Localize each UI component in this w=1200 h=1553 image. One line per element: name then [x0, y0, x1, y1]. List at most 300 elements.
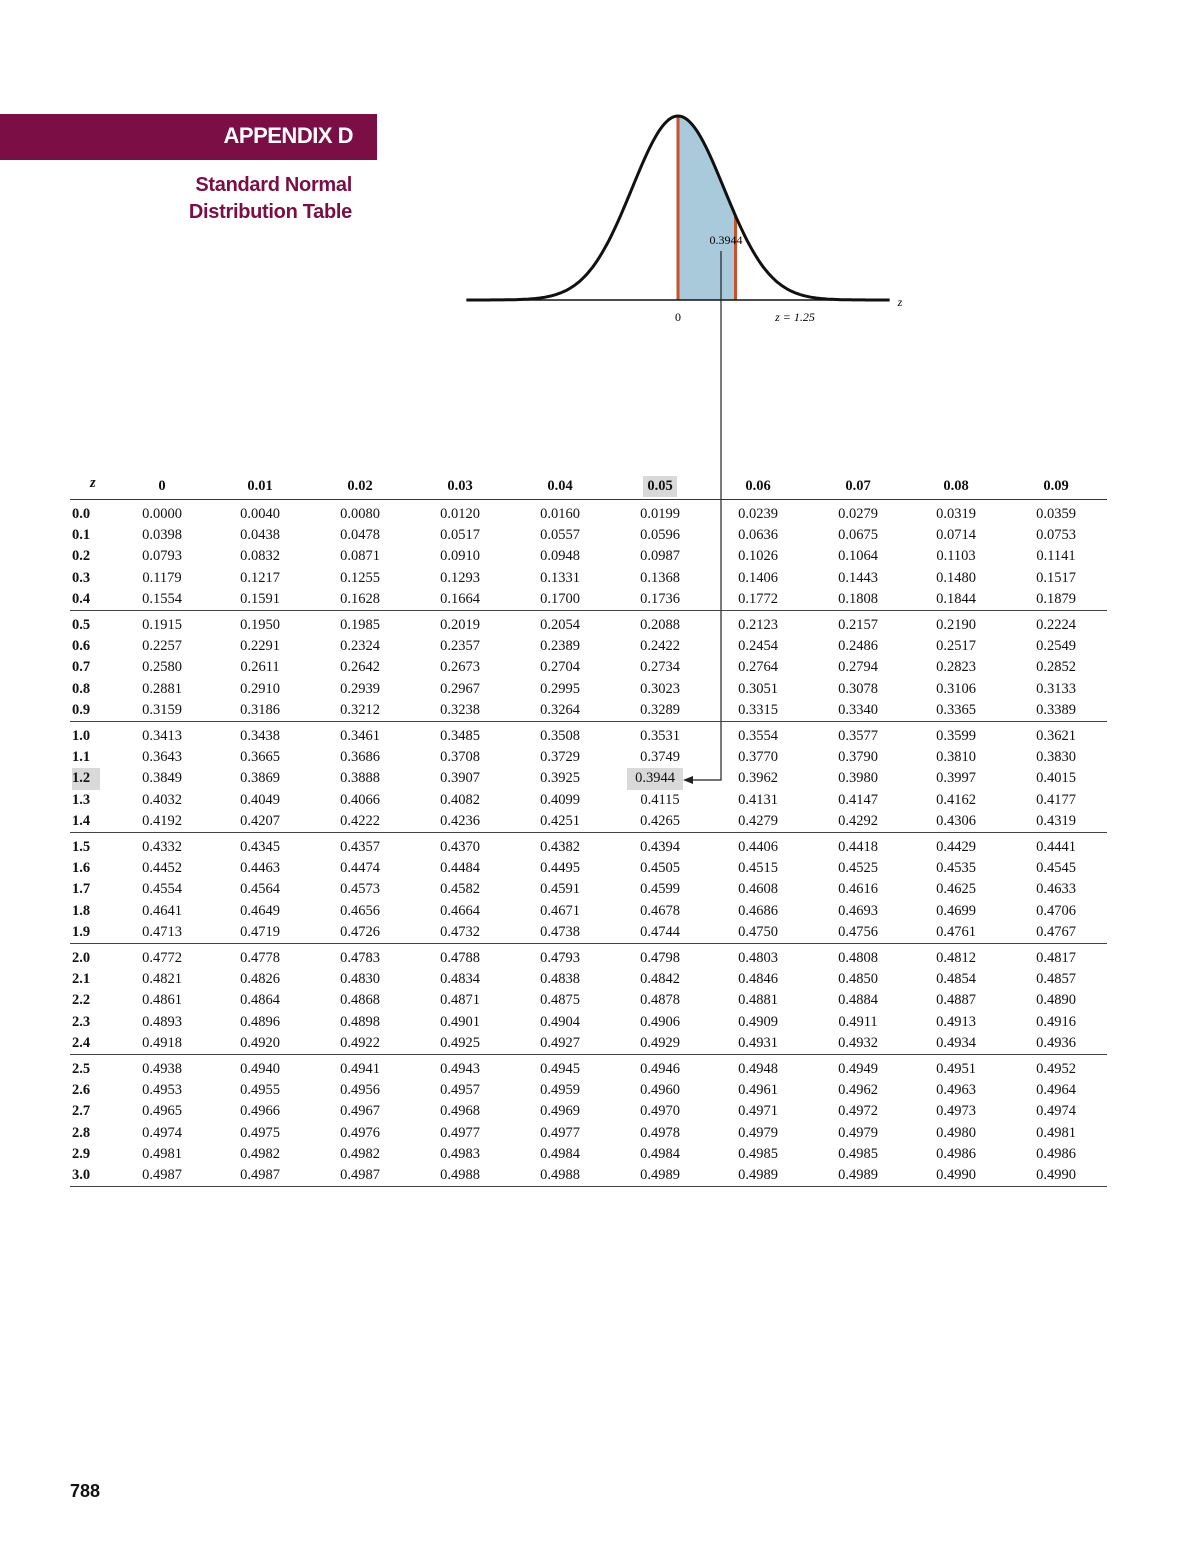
probability-cell: 0.4932 — [838, 1034, 878, 1051]
z-value-cell: 0.6 — [72, 638, 91, 655]
probability-cell: 0.4990 — [1036, 1166, 1076, 1183]
probability-cell: 0.4909 — [738, 1013, 778, 1030]
probability-cell: 0.4985 — [738, 1145, 778, 1162]
probability-cell: 0.0596 — [640, 527, 680, 544]
probability-cell: 0.2611 — [240, 659, 280, 676]
z-value-cell: 1.5 — [72, 839, 91, 855]
row-group — [70, 722, 1107, 833]
probability-cell: 0.0239 — [738, 506, 778, 522]
probability-cell: 0.4940 — [240, 1061, 280, 1077]
probability-cell: 0.4382 — [540, 839, 580, 855]
probability-cell: 0.4979 — [838, 1124, 878, 1141]
probability-cell: 0.4616 — [838, 881, 878, 898]
probability-cell: 0.3925 — [540, 770, 580, 787]
probability-cell: 0.0753 — [1036, 527, 1076, 544]
probability-cell: 0.3413 — [142, 728, 182, 744]
z-value-cell: 2.8 — [72, 1124, 91, 1141]
probability-cell: 0.4292 — [838, 812, 878, 829]
probability-cell: 0.3554 — [738, 728, 778, 744]
table-row — [70, 990, 1107, 1011]
probability-cell: 0.3944 — [627, 768, 683, 789]
probability-cell: 0.4982 — [240, 1145, 280, 1162]
probability-cell: 0.4881 — [738, 992, 778, 1009]
probability-cell: 0.1772 — [738, 590, 778, 607]
probability-cell: 0.4582 — [440, 881, 480, 898]
probability-cell: 0.0832 — [240, 548, 280, 565]
probability-cell: 0.4974 — [142, 1124, 182, 1141]
probability-cell: 0.1480 — [936, 569, 976, 586]
probability-cell: 0.2939 — [340, 680, 380, 697]
probability-cell: 0.4693 — [838, 902, 878, 919]
probability-cell: 0.4904 — [540, 1013, 580, 1030]
probability-cell: 0.1331 — [540, 569, 580, 586]
probability-cell: 0.4265 — [640, 812, 680, 829]
probability-cell: 0.3159 — [142, 701, 182, 718]
z-value-cell: 0.2 — [72, 548, 91, 565]
probability-cell: 0.4938 — [142, 1061, 182, 1077]
probability-cell: 0.2580 — [142, 659, 182, 676]
table-row — [70, 790, 1107, 811]
probability-cell: 0.4793 — [540, 950, 580, 966]
probability-cell: 0.1844 — [936, 590, 976, 607]
probability-cell: 0.3621 — [1036, 728, 1076, 744]
z-value-cell: 2.9 — [72, 1145, 91, 1162]
probability-cell: 0.4878 — [640, 992, 680, 1009]
probability-cell: 0.1064 — [838, 548, 878, 565]
probability-cell: 0.4927 — [540, 1034, 580, 1051]
probability-cell: 0.4808 — [838, 950, 878, 966]
probability-cell: 0.4913 — [936, 1013, 976, 1030]
probability-cell: 0.4973 — [936, 1103, 976, 1120]
probability-cell: 0.3264 — [540, 701, 580, 718]
probability-cell: 0.2852 — [1036, 659, 1076, 676]
table-row — [70, 747, 1107, 768]
probability-cell: 0.4987 — [340, 1166, 380, 1183]
table-row — [70, 589, 1107, 610]
probability-cell: 0.4394 — [640, 839, 680, 855]
probability-cell: 0.4967 — [340, 1103, 380, 1120]
probability-cell: 0.4945 — [540, 1061, 580, 1077]
probability-cell: 0.3051 — [738, 680, 778, 697]
probability-cell: 0.0557 — [540, 527, 580, 544]
probability-cell: 0.4955 — [240, 1082, 280, 1099]
probability-cell: 0.4920 — [240, 1034, 280, 1051]
probability-cell: 0.1443 — [838, 569, 878, 586]
probability-cell: 0.4761 — [936, 923, 976, 940]
probability-cell: 0.4162 — [936, 791, 976, 808]
probability-cell: 0.2088 — [640, 617, 680, 633]
probability-cell: 0.4345 — [240, 839, 280, 855]
probability-cell: 0.4573 — [340, 881, 380, 898]
probability-cell: 0.4495 — [540, 860, 580, 877]
table-row — [70, 969, 1107, 990]
z-value-cell: 1.7 — [72, 881, 91, 898]
probability-cell: 0.4192 — [142, 812, 182, 829]
probability-cell: 0.4861 — [142, 992, 182, 1009]
z-value-cell: 1.8 — [72, 902, 91, 919]
probability-cell: 0.2910 — [240, 680, 280, 697]
probability-cell: 0.1985 — [340, 617, 380, 633]
z-value-cell: 1.4 — [72, 812, 91, 829]
column-header: 0.05 — [643, 476, 677, 497]
probability-cell: 0.3729 — [540, 749, 580, 766]
probability-cell: 0.3212 — [340, 701, 380, 718]
probability-cell: 0.4525 — [838, 860, 878, 877]
probability-cell: 0.3849 — [142, 770, 182, 787]
probability-cell: 0.1141 — [1036, 548, 1076, 565]
probability-cell: 0.2967 — [440, 680, 480, 697]
probability-cell: 0.4608 — [738, 881, 778, 898]
probability-cell: 0.4207 — [240, 812, 280, 829]
table-header — [70, 473, 1107, 500]
probability-cell: 0.3830 — [1036, 749, 1076, 766]
probability-cell: 0.3289 — [640, 701, 680, 718]
z-value-cell: 2.2 — [72, 992, 91, 1009]
probability-cell: 0.4965 — [142, 1103, 182, 1120]
row-group — [70, 500, 1107, 611]
probability-cell: 0.3962 — [738, 770, 778, 787]
probability-cell: 0.3340 — [838, 701, 878, 718]
probability-cell: 0.3577 — [838, 728, 878, 744]
probability-cell: 0.4948 — [738, 1061, 778, 1077]
table-row — [70, 1080, 1107, 1101]
probability-cell: 0.4987 — [240, 1166, 280, 1183]
probability-cell: 0.4989 — [738, 1166, 778, 1183]
probability-cell: 0.4554 — [142, 881, 182, 898]
probability-cell: 0.4357 — [340, 839, 380, 855]
probability-cell: 0.4963 — [936, 1082, 976, 1099]
table-row — [70, 1012, 1107, 1033]
probability-cell: 0.4906 — [640, 1013, 680, 1030]
probability-cell: 0.4916 — [1036, 1013, 1076, 1030]
probability-cell: 0.4783 — [340, 950, 380, 966]
probability-cell: 0.4956 — [340, 1082, 380, 1099]
probability-cell: 0.4988 — [440, 1166, 480, 1183]
probability-cell: 0.4857 — [1036, 971, 1076, 988]
probability-cell: 0.2704 — [540, 659, 580, 676]
probability-cell: 0.1915 — [142, 617, 182, 633]
probability-cell: 0.4633 — [1036, 881, 1076, 898]
table-row — [70, 837, 1107, 858]
probability-cell: 0.3238 — [440, 701, 480, 718]
probability-cell: 0.4982 — [340, 1145, 380, 1162]
probability-cell: 0.4943 — [440, 1061, 480, 1077]
table-row — [70, 679, 1107, 700]
table-row — [70, 1101, 1107, 1122]
probability-cell: 0.4972 — [838, 1103, 878, 1120]
probability-cell: 0.4868 — [340, 992, 380, 1009]
probability-cell: 0.3686 — [340, 749, 380, 766]
probability-cell: 0.4830 — [340, 971, 380, 988]
probability-cell: 0.4535 — [936, 860, 976, 877]
probability-cell: 0.0793 — [142, 548, 182, 565]
probability-cell: 0.3643 — [142, 749, 182, 766]
probability-cell: 0.4989 — [640, 1166, 680, 1183]
probability-cell: 0.4484 — [440, 860, 480, 877]
column-header: 0.09 — [1043, 478, 1069, 494]
probability-cell: 0.4887 — [936, 992, 976, 1009]
probability-cell: 0.4131 — [738, 791, 778, 808]
probability-cell: 0.4969 — [540, 1103, 580, 1120]
z-value-cell: 3.0 — [72, 1166, 91, 1183]
probability-cell: 0.4319 — [1036, 812, 1076, 829]
z-value-cell: 0.5 — [72, 617, 91, 633]
row-group — [70, 833, 1107, 944]
probability-cell: 0.3980 — [838, 770, 878, 787]
probability-cell: 0.1368 — [640, 569, 680, 586]
probability-cell: 0.4599 — [640, 881, 680, 898]
probability-cell: 0.4934 — [936, 1034, 976, 1051]
probability-cell: 0.4750 — [738, 923, 778, 940]
z-value-label: z = 1.25 — [775, 310, 815, 324]
table-row — [70, 858, 1107, 879]
probability-cell: 0.3365 — [936, 701, 976, 718]
table-row — [70, 525, 1107, 546]
probability-cell: 0.1406 — [738, 569, 778, 586]
probability-cell: 0.4975 — [240, 1124, 280, 1141]
probability-cell: 0.0910 — [440, 548, 480, 565]
table-row — [70, 726, 1107, 747]
probability-cell: 0.2054 — [540, 617, 580, 633]
table-row — [70, 922, 1107, 943]
probability-cell: 0.3106 — [936, 680, 976, 697]
probability-cell: 0.2291 — [240, 638, 280, 655]
probability-cell: 0.2389 — [540, 638, 580, 655]
probability-cell: 0.0080 — [340, 506, 380, 522]
probability-cell: 0.1950 — [240, 617, 280, 633]
probability-cell: 0.4960 — [640, 1082, 680, 1099]
probability-cell: 0.4222 — [340, 812, 380, 829]
table-row — [70, 615, 1107, 636]
probability-cell: 0.0871 — [340, 548, 380, 565]
probability-cell: 0.2881 — [142, 680, 182, 697]
probability-cell: 0.4901 — [440, 1013, 480, 1030]
probability-cell: 0.4987 — [142, 1166, 182, 1183]
probability-cell: 0.4778 — [240, 950, 280, 966]
normal-distribution-table — [70, 473, 1107, 1187]
probability-cell: 0.4756 — [838, 923, 878, 940]
probability-cell: 0.4798 — [640, 950, 680, 966]
probability-cell: 0.4953 — [142, 1082, 182, 1099]
z-value-cell: 1.1 — [72, 749, 91, 766]
probability-cell: 0.4949 — [838, 1061, 878, 1077]
probability-cell: 0.4817 — [1036, 950, 1076, 966]
row-group — [70, 1055, 1107, 1187]
table-row — [70, 879, 1107, 900]
probability-cell: 0.4864 — [240, 992, 280, 1009]
probability-cell: 0.4977 — [440, 1124, 480, 1141]
z-value-cell: 0.4 — [72, 590, 91, 607]
probability-cell: 0.2019 — [440, 617, 480, 633]
probability-cell: 0.0675 — [838, 527, 878, 544]
probability-cell: 0.4986 — [1036, 1145, 1076, 1162]
column-header: 0.01 — [247, 478, 273, 494]
probability-cell: 0.2422 — [640, 638, 680, 655]
appendix-label: APPENDIX D — [223, 123, 353, 148]
probability-cell: 0.3133 — [1036, 680, 1076, 697]
probability-cell: 0.1736 — [640, 590, 680, 607]
probability-cell: 0.3531 — [640, 728, 680, 744]
table-body — [70, 500, 1107, 1187]
probability-cell: 0.4968 — [440, 1103, 480, 1120]
probability-cell: 0.4988 — [540, 1166, 580, 1183]
probability-cell: 0.4625 — [936, 881, 976, 898]
column-header: 0.04 — [547, 478, 573, 494]
probability-cell: 0.4474 — [340, 860, 380, 877]
probability-cell: 0.2157 — [838, 617, 878, 633]
probability-cell: 0.4066 — [340, 791, 380, 808]
table-row — [70, 568, 1107, 589]
probability-cell: 0.4911 — [838, 1013, 878, 1030]
probability-cell: 0.4441 — [1036, 839, 1076, 855]
probability-cell: 0.4418 — [838, 839, 878, 855]
probability-cell: 0.2190 — [936, 617, 976, 633]
probability-cell: 0.4370 — [440, 839, 480, 855]
probability-cell: 0.4719 — [240, 923, 280, 940]
probability-cell: 0.1293 — [440, 569, 480, 586]
table-row — [70, 1123, 1107, 1144]
probability-cell: 0.4236 — [440, 812, 480, 829]
probability-cell: 0.4898 — [340, 1013, 380, 1030]
probability-cell: 0.1179 — [142, 569, 182, 586]
z-value-cell: 0.7 — [72, 659, 91, 676]
probability-cell: 0.0160 — [540, 506, 580, 522]
probability-cell: 0.4893 — [142, 1013, 182, 1030]
column-header: 0.08 — [943, 478, 969, 494]
probability-cell: 0.1554 — [142, 590, 182, 607]
probability-cell: 0.3599 — [936, 728, 976, 744]
column-header: 0 — [158, 478, 166, 494]
z-axis-label: z — [897, 295, 903, 309]
column-header: 0.03 — [447, 478, 473, 494]
z-value-cell: 2.4 — [72, 1034, 91, 1051]
probability-cell: 0.1103 — [936, 548, 976, 565]
probability-cell: 0.4976 — [340, 1124, 380, 1141]
shaded-area — [678, 116, 736, 300]
probability-cell: 0.3485 — [440, 728, 480, 744]
z-value-cell: 0.3 — [72, 569, 91, 586]
probability-cell: 0.4918 — [142, 1034, 182, 1051]
probability-cell: 0.4875 — [540, 992, 580, 1009]
z-value-cell: 1.0 — [72, 728, 91, 744]
table-row — [70, 811, 1107, 832]
probability-cell: 0.1700 — [540, 590, 580, 607]
probability-cell: 0.2123 — [738, 617, 778, 633]
probability-cell: 0.1517 — [1036, 569, 1076, 586]
probability-cell: 0.4974 — [1036, 1103, 1076, 1120]
probability-cell: 0.4986 — [936, 1145, 976, 1162]
probability-cell: 0.2324 — [340, 638, 380, 655]
probability-cell: 0.4505 — [640, 860, 680, 877]
probability-cell: 0.4713 — [142, 923, 182, 940]
probability-cell: 0.2995 — [540, 680, 580, 697]
probability-cell: 0.0120 — [440, 506, 480, 522]
probability-cell: 0.4981 — [1036, 1124, 1076, 1141]
row-group — [70, 944, 1107, 1055]
probability-cell: 0.1808 — [838, 590, 878, 607]
probability-cell: 0.4984 — [540, 1145, 580, 1162]
probability-cell: 0.4941 — [340, 1061, 380, 1077]
probability-cell: 0.2257 — [142, 638, 182, 655]
table-row — [70, 768, 1107, 789]
probability-cell: 0.4936 — [1036, 1034, 1076, 1051]
probability-cell: 0.2673 — [440, 659, 480, 676]
probability-cell: 0.3665 — [240, 749, 280, 766]
probability-cell: 0.4896 — [240, 1013, 280, 1030]
probability-cell: 0.4952 — [1036, 1061, 1076, 1077]
table-row — [70, 1059, 1107, 1080]
z-value-cell: 1.6 — [72, 860, 91, 877]
probability-cell: 0.1879 — [1036, 590, 1076, 607]
zero-label: 0 — [675, 310, 681, 324]
table-row — [70, 901, 1107, 922]
probability-cell: 0.4983 — [440, 1145, 480, 1162]
probability-cell: 0.4649 — [240, 902, 280, 919]
probability-cell: 0.2823 — [936, 659, 976, 676]
probability-cell: 0.2734 — [640, 659, 680, 676]
probability-cell: 0.4821 — [142, 971, 182, 988]
probability-cell: 0.4726 — [340, 923, 380, 940]
probability-cell: 0.3508 — [540, 728, 580, 744]
probability-cell: 0.4838 — [540, 971, 580, 988]
probability-cell: 0.1026 — [738, 548, 778, 565]
probability-cell: 0.0398 — [142, 527, 182, 544]
probability-cell: 0.1255 — [340, 569, 380, 586]
probability-cell: 0.4981 — [142, 1145, 182, 1162]
area-label: 0.3944 — [709, 233, 743, 247]
probability-cell: 0.4812 — [936, 950, 976, 966]
column-header: 0.06 — [745, 478, 771, 494]
probability-cell: 0.2224 — [1036, 617, 1076, 633]
probability-cell: 0.4147 — [838, 791, 878, 808]
probability-cell: 0.4964 — [1036, 1082, 1076, 1099]
probability-cell: 0.3461 — [340, 728, 380, 744]
probability-cell: 0.3907 — [440, 770, 480, 787]
probability-cell: 0.4966 — [240, 1103, 280, 1120]
probability-cell: 0.0000 — [142, 506, 182, 522]
z-value-cell: 2.0 — [72, 950, 91, 966]
probability-cell: 0.4251 — [540, 812, 580, 829]
probability-cell: 0.3749 — [640, 749, 680, 766]
probability-cell: 0.4957 — [440, 1082, 480, 1099]
probability-cell: 0.1591 — [240, 590, 280, 607]
probability-cell: 0.4970 — [640, 1103, 680, 1120]
probability-cell: 0.4925 — [440, 1034, 480, 1051]
probability-cell: 0.3078 — [838, 680, 878, 697]
probability-cell: 0.0987 — [640, 548, 680, 565]
table-row — [70, 948, 1107, 969]
probability-cell: 0.4564 — [240, 881, 280, 898]
probability-cell: 0.4545 — [1036, 860, 1076, 877]
z-value-cell: 1.9 — [72, 923, 91, 940]
probability-cell: 0.4015 — [1036, 770, 1076, 787]
probability-cell: 0.3438 — [240, 728, 280, 744]
probability-cell: 0.4961 — [738, 1082, 778, 1099]
table-row — [70, 1033, 1107, 1054]
probability-cell: 0.4842 — [640, 971, 680, 988]
probability-cell: 0.1217 — [240, 569, 280, 586]
title-line-2: Distribution Table — [188, 201, 352, 223]
probability-cell: 0.2357 — [440, 638, 480, 655]
probability-cell: 0.1664 — [440, 590, 480, 607]
probability-cell: 0.3023 — [640, 680, 680, 697]
probability-cell: 0.4977 — [540, 1124, 580, 1141]
probability-cell: 0.2454 — [738, 638, 778, 655]
probability-cell: 0.0199 — [640, 506, 680, 522]
probability-cell: 0.0714 — [936, 527, 976, 544]
probability-cell: 0.4306 — [936, 812, 976, 829]
table-row — [70, 636, 1107, 657]
